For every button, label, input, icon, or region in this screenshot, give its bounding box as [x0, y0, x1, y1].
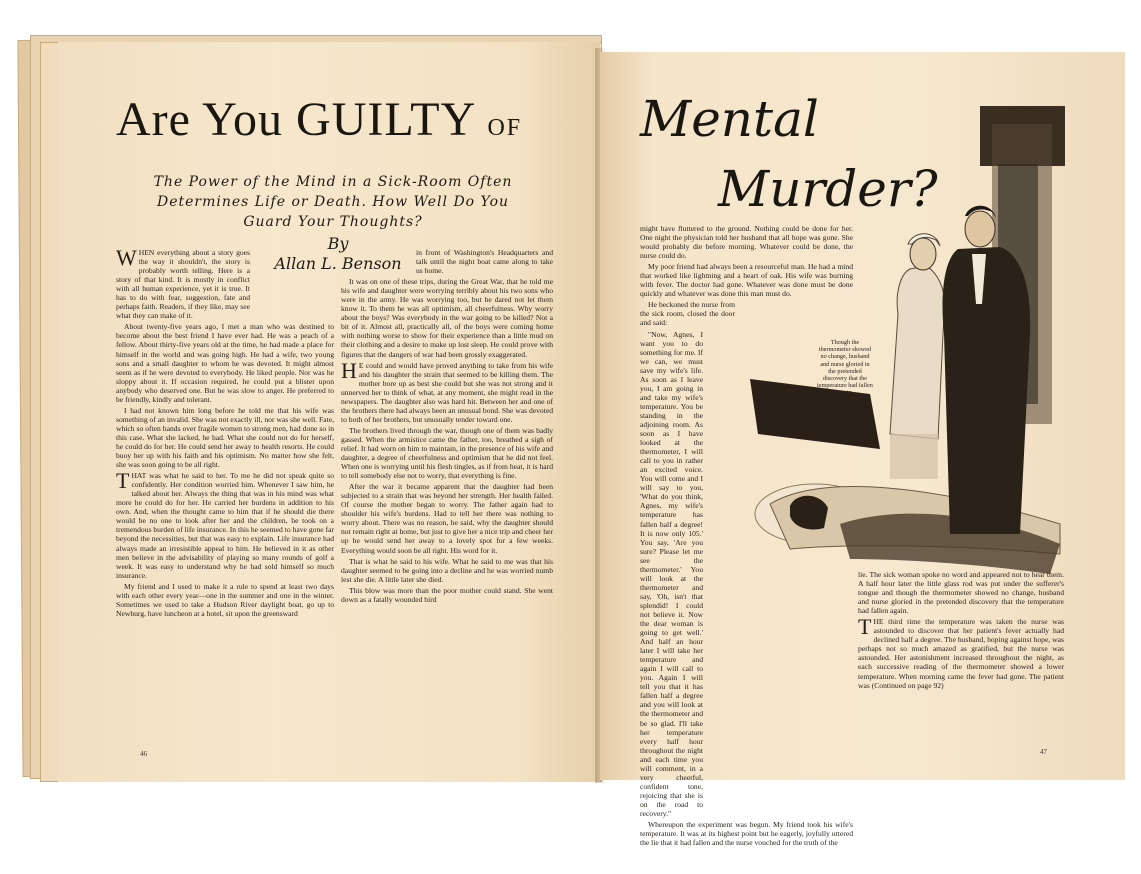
- title-of-text: OF: [487, 115, 523, 141]
- paragraph: in front of Washington's Headquarters and talk until the night boat came along to take us home.: [416, 248, 553, 276]
- paragraph: About twenty-five years ago, I met a man who was destined to become about the best friend I have ever had. He was a peach of a fellow. About thirty-five years old at the time, he had made a place for himself in the world and was going high. He had a wife, two young sons and a small daughter to whom he was devoted. It might almost seem as if he were devoted to everybody. He liked people. Nor was he sloppy about it. If occasion required, he could put a blister upon anybody who deserved one. But he was slow to anger. He preferred to be friendly, kindly and tolerant.: [116, 322, 334, 404]
- paragraph: "Now, Agnes, I want you to do something for me. If we can, we must save my wife's life. As soon as I leave you, I am going in and take my wife's temperature. You be standing in the adjoining room. As soon as I have looked at the thermometer, I will call to you in rather an excited voice. You will come and I will say to you, 'What do you think, Agnes, my wife's temperature has fallen half a degree! It is now only 105.' You say, 'Are you sure? Please let me see the thermometer.' You will look at the thermometer and say, 'Oh, isn't that splendid! I could not believe it. Now the dear woman is going to get well.' And half an hour later I will take her temperature and again I will call to you. Again I will tell you that it has fallen half a degree and you will look at the thermometer and be so glad. I'll take her temperature every half hour throughout the night and each time you will comment, in a very cheerful, confident tone, rejoicing that she is on the road to recovery.": [640, 329, 703, 818]
- page-title-left: [116, 92, 556, 147]
- page-title-right-line1: Mental: [640, 90, 819, 148]
- left-column-2: [341, 248, 553, 606]
- paragraph: My poor friend had always been a resourceful man. He had a mind that worked like lightning and a heart of oak. His wife was burning with fever. The doctor had gone. Whatever was done must be done quickly and whatever was done this man must do.: [640, 262, 853, 299]
- drop-cap: H: [341, 357, 357, 383]
- paragraph: This blow was more than the poor mother could stand. She went down as a fatally wounded bird: [341, 585, 553, 604]
- page-number: 47: [1040, 748, 1047, 756]
- paragraph: The brothers lived through the war, though one of them was badly gassed. When the armistice came the father, too, breathed a sigh of relief. It had worn on him to maintain, in the presence of his wife and daughter, a degree of cheerfulness and optimism that he did not feel. When one is worrying until his flesh tingles, as if from heat, it is hard to tell somebody else not to worry, that everything is fine.: [341, 425, 553, 481]
- paragraph: THAT was what he said to her. To me he did not speak quite so confidently. Her condition worried him. Whenever I saw him, he talked about her. Always the thing that was in his mind was what more he could do for her. He carried her burdens in addition to his own. And, when the thought came to him that if he should die there would be no one to look after her and the children, he took on a tremendous burden of life insurance. In this he seemed to have gone far beyond the necessities, but that was easy to explain. Life insurance had always made an irresistible appeal to him. He believed in it as other men believe in the advisability of playing so many rounds of golf a week. It was easy to understand why he had sold himself so much insurance.: [116, 468, 334, 580]
- paragraph: That is what he said to his wife. What he said to me was that his daughter seemed to be going into a decline and he was worried numb lest she die. A little later she died.: [341, 556, 553, 584]
- left-column-1: [116, 245, 334, 620]
- subheadline: The Power of the Mind in a Sick-Room Often Determines Life or Death. How Well Do You Guard Your Thoughts?: [153, 174, 513, 230]
- paragraph: After the war it became apparent that the daughter had been subjected to a strain that was beyond her strength. Her health failed. Of course the mother began to worry. The father again had to shoulder his wife's burdens. Had to tell her there was nothing to worry about. There was no reason, he said, why the daughter should not remain right at home, but just to give her a nice trip and cheer her up he would send her away to a lovely spot for a few weeks. Everything would soon be all right. His word for it.: [341, 482, 553, 555]
- title-main-text: Are You GUILTY: [116, 93, 475, 146]
- page-title-right-line2: Murder?: [718, 160, 938, 218]
- paragraph: It was on one of these trips, during the Great War, that he told me his wife and daughter were worrying terribly about his two sons who were in the army. He was worrying too, but he dared not let them know it. To them he was all optimism, all cheerfulness. Why worry about the boys? Was everybody in the war going to be killed? Not a bit of it. Almost all, practically all, of the boys were coming home with nothing worse to show for their experience than a little mud on their clothing and a desire to make up lost sleep. He could prove with figures that the dangers of war had been grossly exaggerated.: [341, 277, 553, 359]
- right-column-2: [858, 570, 1064, 692]
- drop-cap: T: [116, 468, 130, 494]
- byline-author: Allan L. Benson: [274, 254, 402, 273]
- drop-cap: W: [116, 245, 137, 270]
- page-number: 46: [140, 750, 147, 758]
- paragraph: My friend and I used to make it a rule to spend at least two days with each other every year—one in the summer and one in the winter. Sometimes we used to take a Hudson River daylight boat, go up to Newburg, have luncheon at a hotel, sit upon the greensward: [116, 581, 334, 618]
- paragraph: I had not known him long before he told me that his wife was something of an invalid. She was not exactly ill, nor was she well. Fate, which so often hands over fragile women to strong men, had done so in this case. What she lacked, he had. What she could not do for herself, he could do for her. He could send her away to health resorts. He could buoy her up with his faith and his optimism. No matter how she felt, she was soon going to be all right.: [116, 405, 334, 470]
- paragraph: WHEN everything about a story goes the way it shouldn't, the story is probably worth telling. Here is a story of that kind. It is mostly in conflict with all human experience, yet it is true. It has to do with fear, suggestion, fate and perhaps faith. Readers, if they like, may see what they can make of it.: [116, 245, 250, 321]
- illustration-caption: Though the thermometer showed no change, husband and nurse gloried in the pretended discovery that the temperature had fallen again: [817, 339, 873, 397]
- left-page: [58, 42, 600, 782]
- paragraph: THE third time the temperature was taken the nurse was astounded to discover that her patient's fever actually had declined half a degree. The husband, hoping against hope, was perhaps not so much amazed as gratified, but the nurse was astounded. Her astonishment increased throughout the night, as each successive reading of the thermometer showed a lower temperature. When morning came the fever had gone. The patient was (Continued on page 92): [858, 614, 1064, 690]
- paragraph: might have fluttered to the ground. Nothing could be done for her. One night the physician told her husband that all hope was gone. She would probably die before morning. Whatever could be done, the nurse could do.: [640, 224, 853, 261]
- byline-by: By: [327, 234, 349, 253]
- paragraph: lie. The sick woman spoke no word and appeared not to hear them. A half hour later the little glass rod was put under the sufferer's tongue and though the thermometer showed no change, husband and nurse gloried in the pretended discovery that the temperature had fallen again.: [858, 570, 1064, 616]
- right-page: [600, 52, 1125, 848]
- drop-cap: T: [858, 614, 872, 640]
- paragraph: H E could and would have proved anything to take from his wife and his daughter the strain that seemed to be killing them. The mother bore up as best she could but she was not strong and it unnerved her to think of what, at any moment, she might read in the newspapers. The daughter also was hard hit. Between her and one of the brothers there had always been an unusual bond. She was devoted to both of her brothers, but unusually tender toward one.: [341, 357, 553, 424]
- paragraph: Whereupon the experiment was begun. My friend took his wife's temperature. It was at its highest point but he eagerly, joyfully uttered the lie that it had fallen and the nurse vouched for the truth of the: [640, 820, 853, 848]
- right-column-1: [640, 224, 853, 849]
- paragraph: He beckoned the nurse from the sick room, closed the door and said:: [640, 300, 735, 328]
